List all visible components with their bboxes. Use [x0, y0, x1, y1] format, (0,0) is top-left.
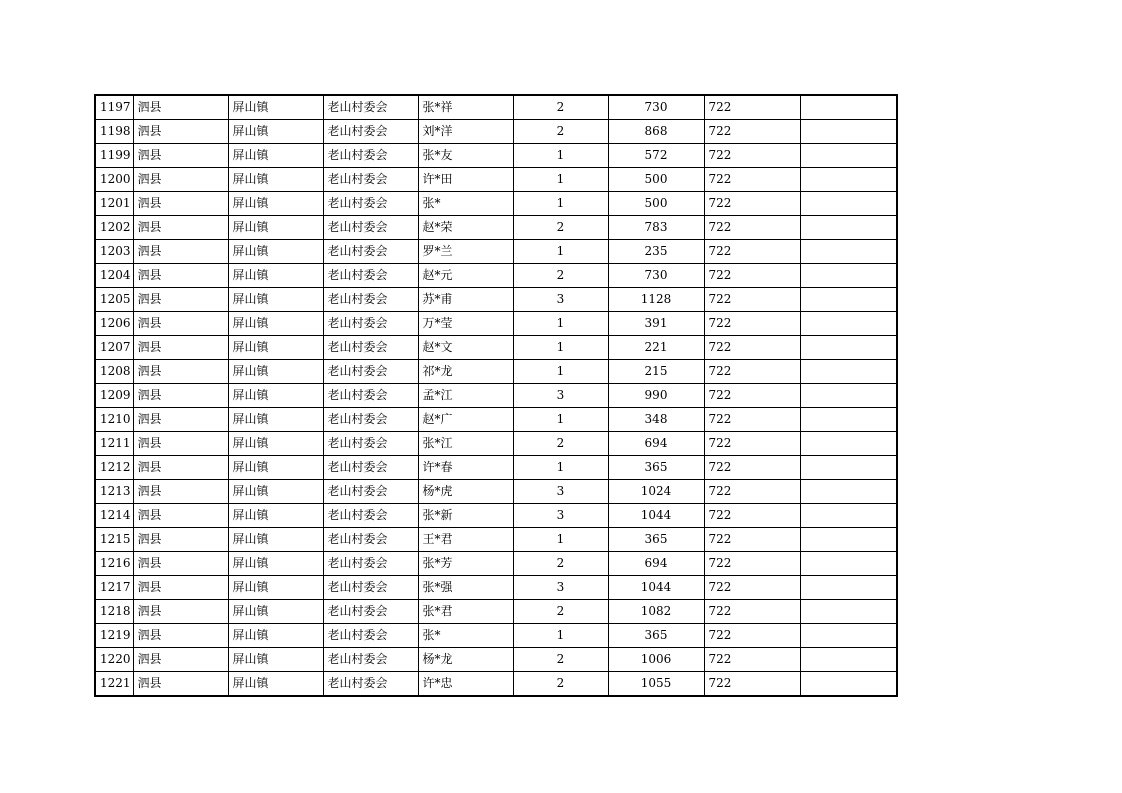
household-count-cell: 3 [513, 480, 608, 504]
note-cell [800, 456, 897, 480]
town-cell: 屏山镇 [228, 624, 323, 648]
village-cell: 老山村委会 [323, 408, 418, 432]
note-cell [800, 95, 897, 120]
household-count-cell: 1 [513, 456, 608, 480]
name-cell: 张*君 [418, 600, 513, 624]
county-cell: 泗县 [133, 576, 228, 600]
amount-cell: 1006 [608, 648, 704, 672]
county-cell: 泗县 [133, 480, 228, 504]
note-cell [800, 624, 897, 648]
standard-cell: 722 [704, 336, 800, 360]
name-cell: 赵*荣 [418, 216, 513, 240]
note-cell [800, 576, 897, 600]
amount-cell: 215 [608, 360, 704, 384]
table-row [95, 216, 897, 240]
note-cell [800, 360, 897, 384]
table-row [95, 480, 897, 504]
name-cell: 杨*虎 [418, 480, 513, 504]
row-number-cell: 1209 [95, 384, 133, 408]
table-row [95, 576, 897, 600]
town-cell: 屏山镇 [228, 144, 323, 168]
standard-cell: 722 [704, 240, 800, 264]
row-number-cell: 1201 [95, 192, 133, 216]
name-cell: 赵*广 [418, 408, 513, 432]
name-cell: 张*芳 [418, 552, 513, 576]
row-number-cell: 1213 [95, 480, 133, 504]
village-cell: 老山村委会 [323, 288, 418, 312]
row-number-cell: 1205 [95, 288, 133, 312]
amount-cell: 1044 [608, 576, 704, 600]
name-cell: 刘*洋 [418, 120, 513, 144]
row-number-cell: 1214 [95, 504, 133, 528]
note-cell [800, 288, 897, 312]
note-cell [800, 600, 897, 624]
household-count-cell: 1 [513, 360, 608, 384]
table-body [95, 95, 897, 696]
household-count-cell: 2 [513, 600, 608, 624]
name-cell: 张*友 [418, 144, 513, 168]
village-cell: 老山村委会 [323, 504, 418, 528]
standard-cell: 722 [704, 264, 800, 288]
county-cell: 泗县 [133, 552, 228, 576]
village-cell: 老山村委会 [323, 456, 418, 480]
village-cell: 老山村委会 [323, 648, 418, 672]
town-cell: 屏山镇 [228, 576, 323, 600]
amount-cell: 572 [608, 144, 704, 168]
town-cell: 屏山镇 [228, 456, 323, 480]
amount-cell: 365 [608, 624, 704, 648]
town-cell: 屏山镇 [228, 408, 323, 432]
name-cell: 祁*龙 [418, 360, 513, 384]
note-cell [800, 648, 897, 672]
standard-cell: 722 [704, 288, 800, 312]
household-count-cell: 3 [513, 504, 608, 528]
standard-cell: 722 [704, 95, 800, 120]
standard-cell: 722 [704, 408, 800, 432]
note-cell [800, 216, 897, 240]
table-row [95, 600, 897, 624]
household-count-cell: 2 [513, 120, 608, 144]
village-cell: 老山村委会 [323, 192, 418, 216]
county-cell: 泗县 [133, 648, 228, 672]
row-number-cell: 1215 [95, 528, 133, 552]
amount-cell: 365 [608, 528, 704, 552]
town-cell: 屏山镇 [228, 552, 323, 576]
county-cell: 泗县 [133, 144, 228, 168]
town-cell: 屏山镇 [228, 504, 323, 528]
village-cell: 老山村委会 [323, 672, 418, 697]
household-count-cell: 2 [513, 672, 608, 697]
name-cell: 赵*文 [418, 336, 513, 360]
name-cell: 张* [418, 192, 513, 216]
standard-cell: 722 [704, 648, 800, 672]
row-number-cell: 1220 [95, 648, 133, 672]
village-cell: 老山村委会 [323, 264, 418, 288]
table-row [95, 624, 897, 648]
amount-cell: 1128 [608, 288, 704, 312]
village-cell: 老山村委会 [323, 480, 418, 504]
row-number-cell: 1211 [95, 432, 133, 456]
household-count-cell: 2 [513, 432, 608, 456]
amount-cell: 783 [608, 216, 704, 240]
amount-cell: 235 [608, 240, 704, 264]
town-cell: 屏山镇 [228, 264, 323, 288]
amount-cell: 730 [608, 95, 704, 120]
name-cell: 张*江 [418, 432, 513, 456]
standard-cell: 722 [704, 624, 800, 648]
note-cell [800, 408, 897, 432]
household-count-cell: 1 [513, 144, 608, 168]
note-cell [800, 120, 897, 144]
county-cell: 泗县 [133, 408, 228, 432]
name-cell: 万*莹 [418, 312, 513, 336]
county-cell: 泗县 [133, 168, 228, 192]
name-cell: 王*君 [418, 528, 513, 552]
amount-cell: 868 [608, 120, 704, 144]
name-cell: 张*新 [418, 504, 513, 528]
table-row [95, 288, 897, 312]
table-row [95, 504, 897, 528]
amount-cell: 694 [608, 552, 704, 576]
standard-cell: 722 [704, 144, 800, 168]
beneficiary-table [94, 94, 898, 697]
row-number-cell: 1208 [95, 360, 133, 384]
row-number-cell: 1219 [95, 624, 133, 648]
table-row [95, 240, 897, 264]
row-number-cell: 1210 [95, 408, 133, 432]
household-count-cell: 2 [513, 648, 608, 672]
name-cell: 罗*兰 [418, 240, 513, 264]
table-row [95, 672, 897, 697]
village-cell: 老山村委会 [323, 168, 418, 192]
household-count-cell: 2 [513, 95, 608, 120]
name-cell: 许*忠 [418, 672, 513, 697]
name-cell: 杨*龙 [418, 648, 513, 672]
county-cell: 泗县 [133, 600, 228, 624]
amount-cell: 730 [608, 264, 704, 288]
note-cell [800, 432, 897, 456]
amount-cell: 1044 [608, 504, 704, 528]
county-cell: 泗县 [133, 264, 228, 288]
table-row [95, 528, 897, 552]
amount-cell: 221 [608, 336, 704, 360]
note-cell [800, 144, 897, 168]
note-cell [800, 528, 897, 552]
row-number-cell: 1200 [95, 168, 133, 192]
county-cell: 泗县 [133, 240, 228, 264]
standard-cell: 722 [704, 600, 800, 624]
town-cell: 屏山镇 [228, 216, 323, 240]
name-cell: 张* [418, 624, 513, 648]
village-cell: 老山村委会 [323, 240, 418, 264]
village-cell: 老山村委会 [323, 216, 418, 240]
town-cell: 屏山镇 [228, 600, 323, 624]
town-cell: 屏山镇 [228, 384, 323, 408]
household-count-cell: 1 [513, 408, 608, 432]
row-number-cell: 1202 [95, 216, 133, 240]
row-number-cell: 1216 [95, 552, 133, 576]
row-number-cell: 1197 [95, 95, 133, 120]
county-cell: 泗县 [133, 95, 228, 120]
name-cell: 张*强 [418, 576, 513, 600]
note-cell [800, 240, 897, 264]
amount-cell: 990 [608, 384, 704, 408]
table-row [95, 95, 897, 120]
county-cell: 泗县 [133, 336, 228, 360]
note-cell [800, 384, 897, 408]
county-cell: 泗县 [133, 432, 228, 456]
village-cell: 老山村委会 [323, 336, 418, 360]
county-cell: 泗县 [133, 360, 228, 384]
village-cell: 老山村委会 [323, 624, 418, 648]
row-number-cell: 1221 [95, 672, 133, 697]
row-number-cell: 1217 [95, 576, 133, 600]
table-row [95, 144, 897, 168]
village-cell: 老山村委会 [323, 552, 418, 576]
town-cell: 屏山镇 [228, 648, 323, 672]
household-count-cell: 2 [513, 552, 608, 576]
household-count-cell: 2 [513, 264, 608, 288]
standard-cell: 722 [704, 504, 800, 528]
county-cell: 泗县 [133, 456, 228, 480]
standard-cell: 722 [704, 432, 800, 456]
amount-cell: 365 [608, 456, 704, 480]
village-cell: 老山村委会 [323, 528, 418, 552]
town-cell: 屏山镇 [228, 360, 323, 384]
village-cell: 老山村委会 [323, 120, 418, 144]
county-cell: 泗县 [133, 312, 228, 336]
amount-cell: 1082 [608, 600, 704, 624]
table-row [95, 312, 897, 336]
row-number-cell: 1206 [95, 312, 133, 336]
county-cell: 泗县 [133, 192, 228, 216]
standard-cell: 722 [704, 120, 800, 144]
county-cell: 泗县 [133, 528, 228, 552]
row-number-cell: 1207 [95, 336, 133, 360]
name-cell: 孟*江 [418, 384, 513, 408]
row-number-cell: 1204 [95, 264, 133, 288]
row-number-cell: 1218 [95, 600, 133, 624]
county-cell: 泗县 [133, 120, 228, 144]
household-count-cell: 2 [513, 216, 608, 240]
table-row [95, 336, 897, 360]
standard-cell: 722 [704, 168, 800, 192]
standard-cell: 722 [704, 480, 800, 504]
town-cell: 屏山镇 [228, 240, 323, 264]
name-cell: 赵*元 [418, 264, 513, 288]
amount-cell: 391 [608, 312, 704, 336]
standard-cell: 722 [704, 384, 800, 408]
table-row [95, 264, 897, 288]
household-count-cell: 3 [513, 576, 608, 600]
town-cell: 屏山镇 [228, 168, 323, 192]
document-page [94, 94, 896, 697]
table-row [95, 168, 897, 192]
household-count-cell: 1 [513, 624, 608, 648]
county-cell: 泗县 [133, 384, 228, 408]
town-cell: 屏山镇 [228, 95, 323, 120]
town-cell: 屏山镇 [228, 480, 323, 504]
table-row [95, 192, 897, 216]
standard-cell: 722 [704, 312, 800, 336]
household-count-cell: 1 [513, 192, 608, 216]
note-cell [800, 192, 897, 216]
amount-cell: 500 [608, 192, 704, 216]
household-count-cell: 3 [513, 288, 608, 312]
standard-cell: 722 [704, 528, 800, 552]
name-cell: 张*祥 [418, 95, 513, 120]
row-number-cell: 1199 [95, 144, 133, 168]
village-cell: 老山村委会 [323, 95, 418, 120]
county-cell: 泗县 [133, 288, 228, 312]
standard-cell: 722 [704, 360, 800, 384]
amount-cell: 500 [608, 168, 704, 192]
note-cell [800, 264, 897, 288]
table-row [95, 648, 897, 672]
amount-cell: 348 [608, 408, 704, 432]
table-row [95, 408, 897, 432]
name-cell: 许*春 [418, 456, 513, 480]
village-cell: 老山村委会 [323, 432, 418, 456]
village-cell: 老山村委会 [323, 360, 418, 384]
note-cell [800, 672, 897, 697]
household-count-cell: 1 [513, 336, 608, 360]
town-cell: 屏山镇 [228, 312, 323, 336]
amount-cell: 694 [608, 432, 704, 456]
amount-cell: 1024 [608, 480, 704, 504]
note-cell [800, 336, 897, 360]
town-cell: 屏山镇 [228, 192, 323, 216]
note-cell [800, 168, 897, 192]
table-row [95, 432, 897, 456]
town-cell: 屏山镇 [228, 120, 323, 144]
county-cell: 泗县 [133, 624, 228, 648]
village-cell: 老山村委会 [323, 144, 418, 168]
standard-cell: 722 [704, 456, 800, 480]
household-count-cell: 1 [513, 168, 608, 192]
town-cell: 屏山镇 [228, 288, 323, 312]
county-cell: 泗县 [133, 216, 228, 240]
village-cell: 老山村委会 [323, 312, 418, 336]
note-cell [800, 552, 897, 576]
standard-cell: 722 [704, 552, 800, 576]
table-row [95, 360, 897, 384]
standard-cell: 722 [704, 576, 800, 600]
standard-cell: 722 [704, 216, 800, 240]
household-count-cell: 1 [513, 528, 608, 552]
table-row [95, 120, 897, 144]
row-number-cell: 1198 [95, 120, 133, 144]
household-count-cell: 1 [513, 240, 608, 264]
name-cell: 许*田 [418, 168, 513, 192]
row-number-cell: 1203 [95, 240, 133, 264]
table-row [95, 552, 897, 576]
note-cell [800, 504, 897, 528]
village-cell: 老山村委会 [323, 576, 418, 600]
name-cell: 苏*甫 [418, 288, 513, 312]
village-cell: 老山村委会 [323, 600, 418, 624]
village-cell: 老山村委会 [323, 384, 418, 408]
note-cell [800, 480, 897, 504]
county-cell: 泗县 [133, 672, 228, 697]
household-count-cell: 1 [513, 312, 608, 336]
town-cell: 屏山镇 [228, 672, 323, 697]
town-cell: 屏山镇 [228, 336, 323, 360]
household-count-cell: 3 [513, 384, 608, 408]
table-row [95, 456, 897, 480]
town-cell: 屏山镇 [228, 432, 323, 456]
standard-cell: 722 [704, 192, 800, 216]
row-number-cell: 1212 [95, 456, 133, 480]
note-cell [800, 312, 897, 336]
county-cell: 泗县 [133, 504, 228, 528]
amount-cell: 1055 [608, 672, 704, 697]
town-cell: 屏山镇 [228, 528, 323, 552]
standard-cell: 722 [704, 672, 800, 697]
table-row [95, 384, 897, 408]
